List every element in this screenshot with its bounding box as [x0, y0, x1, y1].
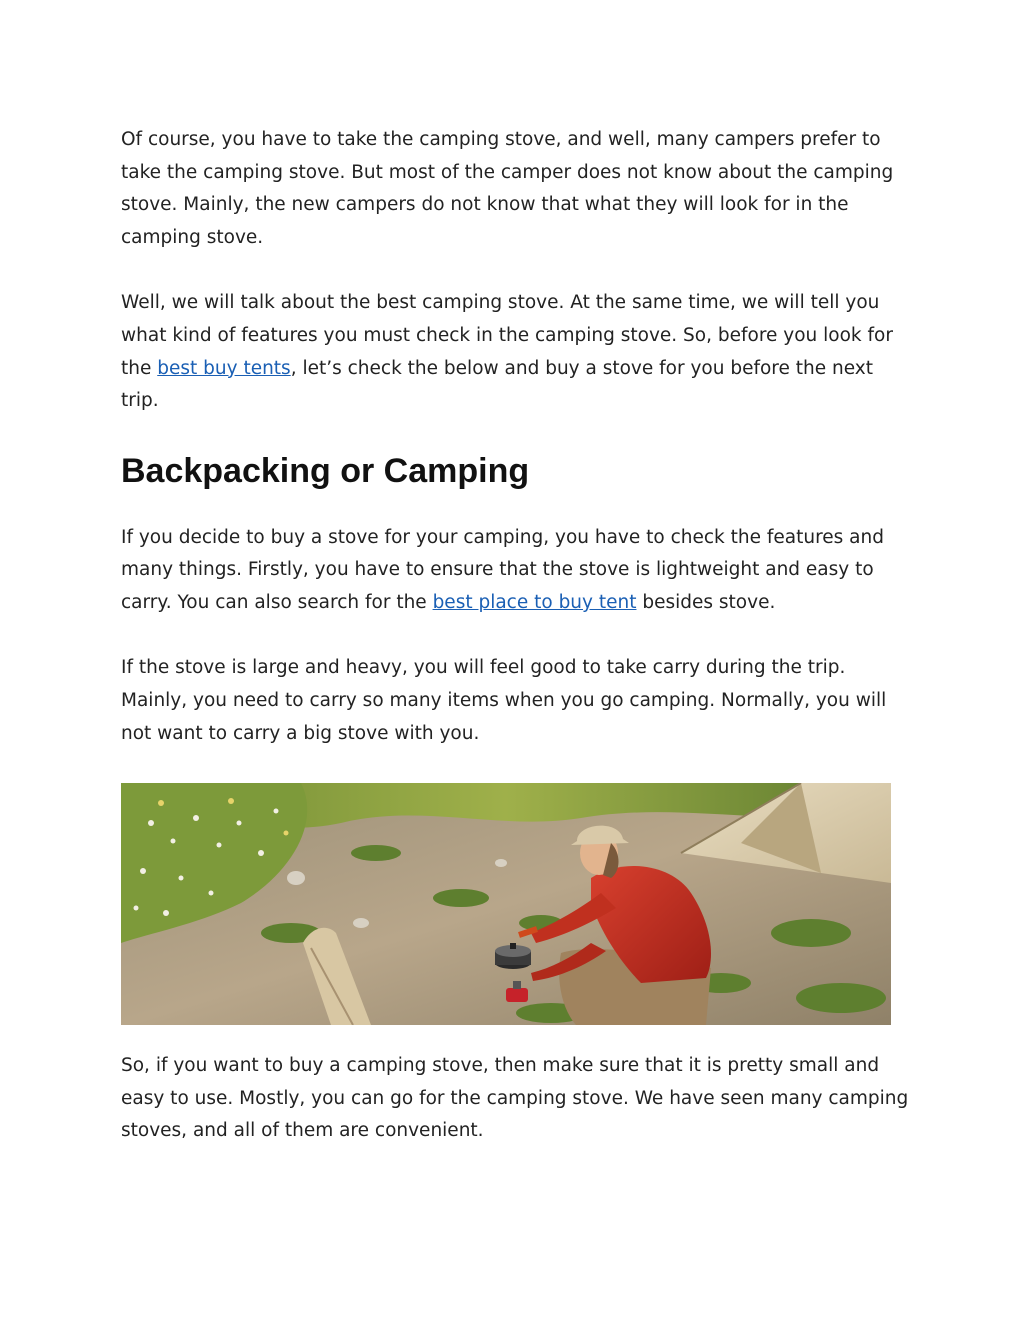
best-buy-tents-link[interactable]: best buy tents — [157, 357, 291, 379]
paragraph-intro — [121, 124, 911, 255]
paragraph-intro-text: Of course, you have to take the camping stove, and well, many campers prefer to take the camping stove. But most of the camper does not know about the camping stove. Mainly, the new campers do not know that what they will look for in the camping stove. — [121, 129, 894, 249]
paragraph-decide — [121, 522, 911, 620]
paragraph-features-text-end: , let’s check the below and buy a stove for you before the next trip. — [121, 357, 873, 412]
camping-scene-illustration — [121, 783, 891, 1025]
paragraph-features — [121, 287, 911, 418]
camping-photo — [121, 783, 891, 1025]
paragraph-decide-text-end: besides stove. — [636, 592, 776, 614]
paragraph-heavy — [121, 652, 911, 750]
paragraph-features-text-start: Well, we will talk about the best camping stove. At the same time, we will tell you what kind of features you must check in the camping stove. So, before you look for the — [121, 292, 893, 379]
section-heading: Backpacking or Camping — [121, 451, 530, 490]
paragraph-heavy-text: If the stove is large and heavy, you will feel good to take carry during the trip. Mainly, you need to carry so many items when you go camping. Normally, you will not want to carry a big stove with you. — [121, 657, 887, 744]
paragraph-conclusion-text: So, if you want to buy a camping stove, then make sure that it is pretty small and easy to use. Mostly, you can go for the camping stove. We have seen many camping stoves, and all of them are convenient. — [121, 1054, 909, 1142]
paragraph-decide-text-start: If you decide to buy a stove for your camping, you have to check the features and many things. Firstly, you have to ensure that the stove is lightweight and easy to carry. You can also search for the — [121, 526, 884, 614]
document-page — [121, 124, 911, 1180]
paragraph-conclusion — [121, 1050, 911, 1148]
best-place-to-buy-tent-link[interactable]: best place to buy tent — [432, 592, 637, 614]
